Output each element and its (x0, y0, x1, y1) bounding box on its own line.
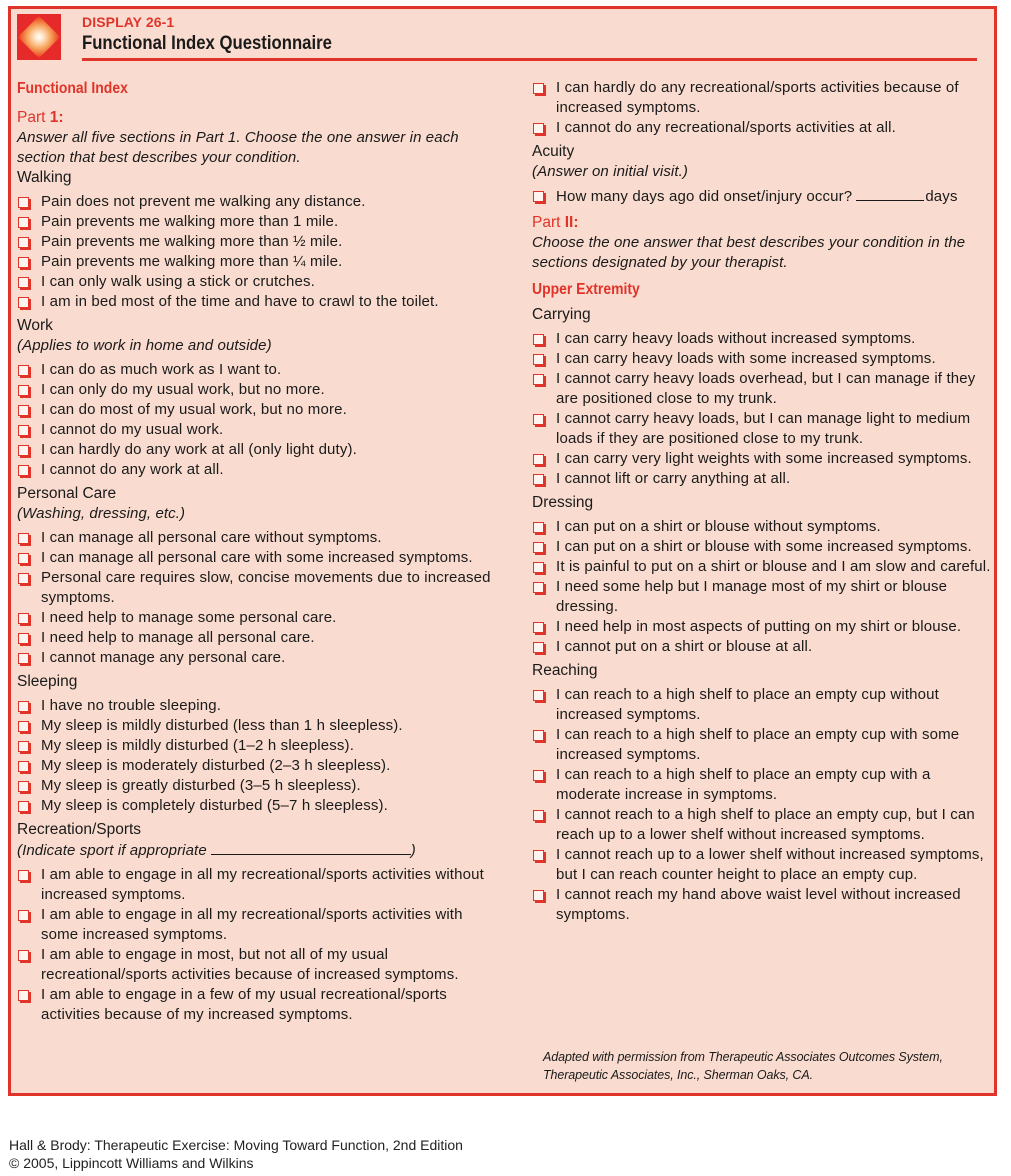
option-text: I cannot lift or carry anything at all. (556, 470, 791, 487)
footer-copyright: © 2005, Lippincott Williams and Wilkins (9, 1155, 254, 1171)
personal-care-option (17, 548, 497, 568)
checkbox[interactable] (18, 613, 29, 624)
recreation-heading: Recreation/Sports (17, 821, 142, 838)
checkbox[interactable] (533, 850, 544, 861)
work-note: (Applies to work in home and outside) (17, 337, 272, 354)
recreation-option (17, 905, 497, 945)
dressing-option (532, 537, 992, 557)
checkbox[interactable] (18, 465, 29, 476)
checkbox[interactable] (18, 277, 29, 288)
carrying-option (532, 349, 992, 369)
acuity-question: How many days ago did onset/injury occur? (556, 188, 853, 205)
acuity-heading: Acuity (532, 143, 575, 160)
option-text: I need help in most aspects of putting on my shirt or blouse. (556, 618, 962, 635)
checkbox[interactable] (18, 217, 29, 228)
option-text: Pain prevents me walking more than 1 mile. (41, 213, 339, 230)
option-text: My sleep is greatly disturbed (3–5 h sleepless). (41, 777, 361, 794)
work-options (17, 360, 497, 480)
checkbox[interactable] (18, 721, 29, 732)
work-option (17, 460, 497, 480)
part-2-instructions: Choose the one answer that best describes your condition in the sections designated by your therapist. (532, 234, 966, 271)
option-text: I can reach to a high shelf to place an empty cup with some increased symptoms. (556, 726, 960, 763)
checkbox[interactable] (533, 542, 544, 553)
option-text: I am able to engage in all my recreational/sports activities without increased symptoms. (41, 866, 484, 903)
dressing-options (532, 517, 992, 657)
section-title-functional-index: Functional Index (17, 80, 128, 97)
sleeping-option (17, 796, 497, 816)
checkbox[interactable] (533, 642, 544, 653)
footer-citation: Hall & Brody: Therapeutic Exercise: Moving Toward Function, 2nd Edition (9, 1137, 463, 1153)
personal-care-option (17, 648, 497, 668)
recreation-option (17, 865, 497, 905)
checkbox[interactable] (18, 553, 29, 564)
option-text: I need help to manage some personal care. (41, 609, 337, 626)
sleeping-option (17, 716, 497, 736)
checkbox[interactable] (533, 191, 544, 202)
option-text: My sleep is mildly disturbed (less than 1 h sleepless). (41, 717, 403, 734)
checkbox[interactable] (18, 237, 29, 248)
recreation-options-continued (532, 78, 992, 138)
recreation-cont-option (532, 78, 992, 118)
reaching-options (532, 685, 992, 925)
walking-option (17, 192, 497, 212)
walking-options (17, 192, 497, 312)
option-text: Pain prevents me walking more than ¼ mile. (41, 253, 343, 270)
acuity-option (532, 186, 992, 207)
checkbox[interactable] (18, 197, 29, 208)
recreation-options (17, 865, 497, 1025)
option-text: I can manage all personal care without symptoms. (41, 529, 382, 546)
part-1-instructions: Answer all five sections in Part 1. Choose the one answer in each section that best describes your condition. (17, 129, 459, 166)
personal-care-option (17, 568, 497, 608)
carrying-option (532, 469, 992, 489)
carrying-option (532, 329, 992, 349)
checkbox[interactable] (533, 83, 544, 94)
display-label: DISPLAY 26-1 (82, 14, 175, 30)
checkbox[interactable] (18, 257, 29, 268)
option-text: My sleep is mildly disturbed (1–2 h sleepless). (41, 737, 355, 754)
carrying-option (532, 449, 992, 469)
option-text: I cannot put on a shirt or blouse at all. (556, 638, 813, 655)
option-text: I am able to engage in most, but not all of my usual recreational/sports activities because of increased symptoms. (41, 946, 459, 983)
source-note (543, 1048, 943, 1084)
option-text: I cannot do any work at all. (41, 461, 224, 478)
checkbox[interactable] (18, 870, 29, 881)
checkbox[interactable] (533, 622, 544, 633)
sleeping-options (17, 696, 497, 816)
page-footer (9, 1136, 463, 1172)
option-text: I am in bed most of the time and have to crawl to the toilet. (41, 293, 439, 310)
sport-input-line[interactable] (211, 840, 411, 855)
checkbox[interactable] (18, 633, 29, 644)
carrying-options (532, 329, 992, 489)
option-text: I cannot manage any personal care. (41, 649, 286, 666)
carrying-heading: Carrying (532, 306, 591, 323)
sleeping-option (17, 776, 497, 796)
checkbox[interactable] (533, 374, 544, 385)
part-1-number: 1: (49, 109, 64, 126)
option-text: I need help to manage all personal care. (41, 629, 315, 646)
checkbox[interactable] (533, 474, 544, 485)
checkbox[interactable] (18, 741, 29, 752)
checkbox[interactable] (18, 533, 29, 544)
personal-care-options (17, 528, 497, 668)
checkbox[interactable] (533, 562, 544, 573)
diamond-logo-icon (17, 14, 61, 60)
work-option (17, 400, 497, 420)
option-text: I can hardly do any work at all (only light duty). (41, 441, 357, 458)
recreation-note (17, 840, 497, 861)
reaching-option (532, 765, 992, 805)
option-text: Personal care requires slow, concise movements due to increased symptoms. (41, 569, 491, 606)
checkbox[interactable] (533, 454, 544, 465)
personal-care-heading: Personal Care (17, 485, 117, 502)
recreation-note-text: (Indicate sport if appropriate (17, 842, 207, 859)
reaching-option (532, 685, 992, 725)
option-text: I can only walk using a stick or crutches. (41, 273, 315, 290)
option-text: I have no trouble sleeping. (41, 697, 222, 714)
personal-care-option (17, 528, 497, 548)
option-text: I can carry heavy loads without increased symptoms. (556, 330, 916, 347)
checkbox[interactable] (18, 365, 29, 376)
checkbox[interactable] (533, 810, 544, 821)
sleeping-option (17, 736, 497, 756)
dressing-option (532, 617, 992, 637)
checkbox[interactable] (18, 701, 29, 712)
part-2-label (532, 213, 992, 233)
sleeping-option (17, 696, 497, 716)
left-column (17, 74, 497, 1029)
option-text: Pain prevents me walking more than ½ mile. (41, 233, 343, 250)
work-option (17, 440, 497, 460)
checkbox[interactable] (18, 653, 29, 664)
carrying-option (532, 409, 992, 449)
checkbox[interactable] (533, 890, 544, 901)
recreation-cont-option (532, 118, 992, 138)
reaching-option (532, 845, 992, 885)
option-text: I can manage all personal care with some increased symptoms. (41, 549, 473, 566)
checkbox[interactable] (18, 950, 29, 961)
option-text: I can carry heavy loads with some increased symptoms. (556, 350, 936, 367)
checkbox[interactable] (18, 425, 29, 436)
option-text: I cannot carry heavy loads overhead, but I can manage if they are positioned close to my trunk. (556, 370, 976, 407)
acuity-options (532, 186, 992, 207)
part-1-prefix: Part (17, 109, 50, 126)
option-text: I can do most of my usual work, but no more. (41, 401, 347, 418)
reaching-option (532, 805, 992, 845)
work-option (17, 360, 497, 380)
page-title: Functional Index Questionnaire (82, 33, 332, 54)
sleeping-heading: Sleeping (17, 673, 78, 690)
dressing-option (532, 557, 992, 577)
reaching-heading: Reaching (532, 662, 598, 679)
part-2-number: II: (564, 214, 579, 231)
recreation-note-close: ) (410, 842, 416, 859)
option-text: I cannot do any recreational/sports activities at all. (556, 119, 896, 136)
dressing-option (532, 577, 992, 617)
option-text: I am able to engage in a few of my usual recreational/sports activities because of my increased symptoms. (41, 986, 447, 1023)
work-heading: Work (17, 317, 53, 334)
option-text: I can reach to a high shelf to place an empty cup with a moderate increase in symptoms. (556, 766, 931, 803)
option-text: Pain does not prevent me walking any distance. (41, 193, 366, 210)
title-divider (82, 58, 977, 61)
option-text: I can hardly do any recreational/sports activities because of increased symptoms. (556, 79, 959, 116)
option-text: I can reach to a high shelf to place an empty cup without increased symptoms. (556, 686, 939, 723)
recreation-option (17, 985, 497, 1025)
dressing-option (532, 517, 992, 537)
reaching-option (532, 725, 992, 765)
personal-care-option (17, 608, 497, 628)
checkbox[interactable] (18, 405, 29, 416)
checkbox[interactable] (18, 781, 29, 792)
walking-option (17, 212, 497, 232)
walking-option (17, 272, 497, 292)
option-text: My sleep is completely disturbed (5–7 h sleepless). (41, 797, 388, 814)
work-option (17, 420, 497, 440)
personal-care-option (17, 628, 497, 648)
option-text: I need some help but I manage most of my shirt or blouse dressing. (556, 578, 948, 615)
checkbox[interactable] (18, 910, 29, 921)
checkbox[interactable] (533, 123, 544, 134)
work-option (17, 380, 497, 400)
part-1-label (17, 108, 497, 128)
option-text: I cannot carry heavy loads, but I can manage light to medium loads if they are positioned close to my trunk. (556, 410, 971, 447)
option-text: I am able to engage in all my recreational/sports activities with some increased symptoms. (41, 906, 463, 943)
part-2-prefix: Part (532, 214, 565, 231)
checkbox[interactable] (533, 522, 544, 533)
days-unit: days (925, 188, 958, 205)
option-text: It is painful to put on a shirt or blouse and I am slow and careful. (556, 558, 991, 575)
checkbox[interactable] (533, 770, 544, 781)
option-text: My sleep is moderately disturbed (2–3 h sleepless). (41, 757, 391, 774)
acuity-note: (Answer on initial visit.) (532, 163, 688, 180)
option-text: I can only do my usual work, but no more. (41, 381, 325, 398)
checkbox[interactable] (18, 385, 29, 396)
option-text: I cannot reach up to a lower shelf without increased symptoms, but I can reach counter height to place an empty cup. (556, 846, 984, 883)
checkbox[interactable] (18, 445, 29, 456)
checkbox[interactable] (18, 990, 29, 1001)
right-column (532, 78, 992, 929)
carrying-option (532, 369, 992, 409)
recreation-option (17, 945, 497, 985)
checkbox[interactable] (18, 573, 29, 584)
dressing-heading: Dressing (532, 494, 594, 511)
walking-option (17, 292, 497, 312)
option-text: I can do as much work as I want to. (41, 361, 282, 378)
source-note-line: Adapted with permission from Therapeutic Associates Outcomes System, (543, 1050, 943, 1064)
days-input-line[interactable] (856, 186, 924, 201)
upper-extremity-title: Upper Extremity (532, 281, 640, 298)
sleeping-option (17, 756, 497, 776)
option-text: I can carry very light weights with some increased symptoms. (556, 450, 972, 467)
walking-option (17, 252, 497, 272)
checkbox[interactable] (533, 414, 544, 425)
checkbox[interactable] (533, 582, 544, 593)
checkbox[interactable] (533, 354, 544, 365)
checkbox[interactable] (18, 761, 29, 772)
personal-care-note: (Washing, dressing, etc.) (17, 505, 186, 522)
walking-option (17, 232, 497, 252)
option-text: I can put on a shirt or blouse without symptoms. (556, 518, 881, 535)
checkbox[interactable] (533, 690, 544, 701)
walking-heading: Walking (17, 169, 72, 186)
checkbox[interactable] (18, 297, 29, 308)
option-text: I cannot do my usual work. (41, 421, 224, 438)
checkbox[interactable] (533, 334, 544, 345)
source-note-line: Therapeutic Associates, Inc., Sherman Oaks, CA. (543, 1068, 813, 1082)
checkbox[interactable] (18, 801, 29, 812)
option-text: I can put on a shirt or blouse with some increased symptoms. (556, 538, 972, 555)
checkbox[interactable] (533, 730, 544, 741)
option-text: I cannot reach my hand above waist level without increased symptoms. (556, 886, 961, 923)
reaching-option (532, 885, 992, 925)
option-text: I cannot reach to a high shelf to place an empty cup, but I can reach up to a lower shelf without increased symptoms. (556, 806, 975, 843)
dressing-option (532, 637, 992, 657)
